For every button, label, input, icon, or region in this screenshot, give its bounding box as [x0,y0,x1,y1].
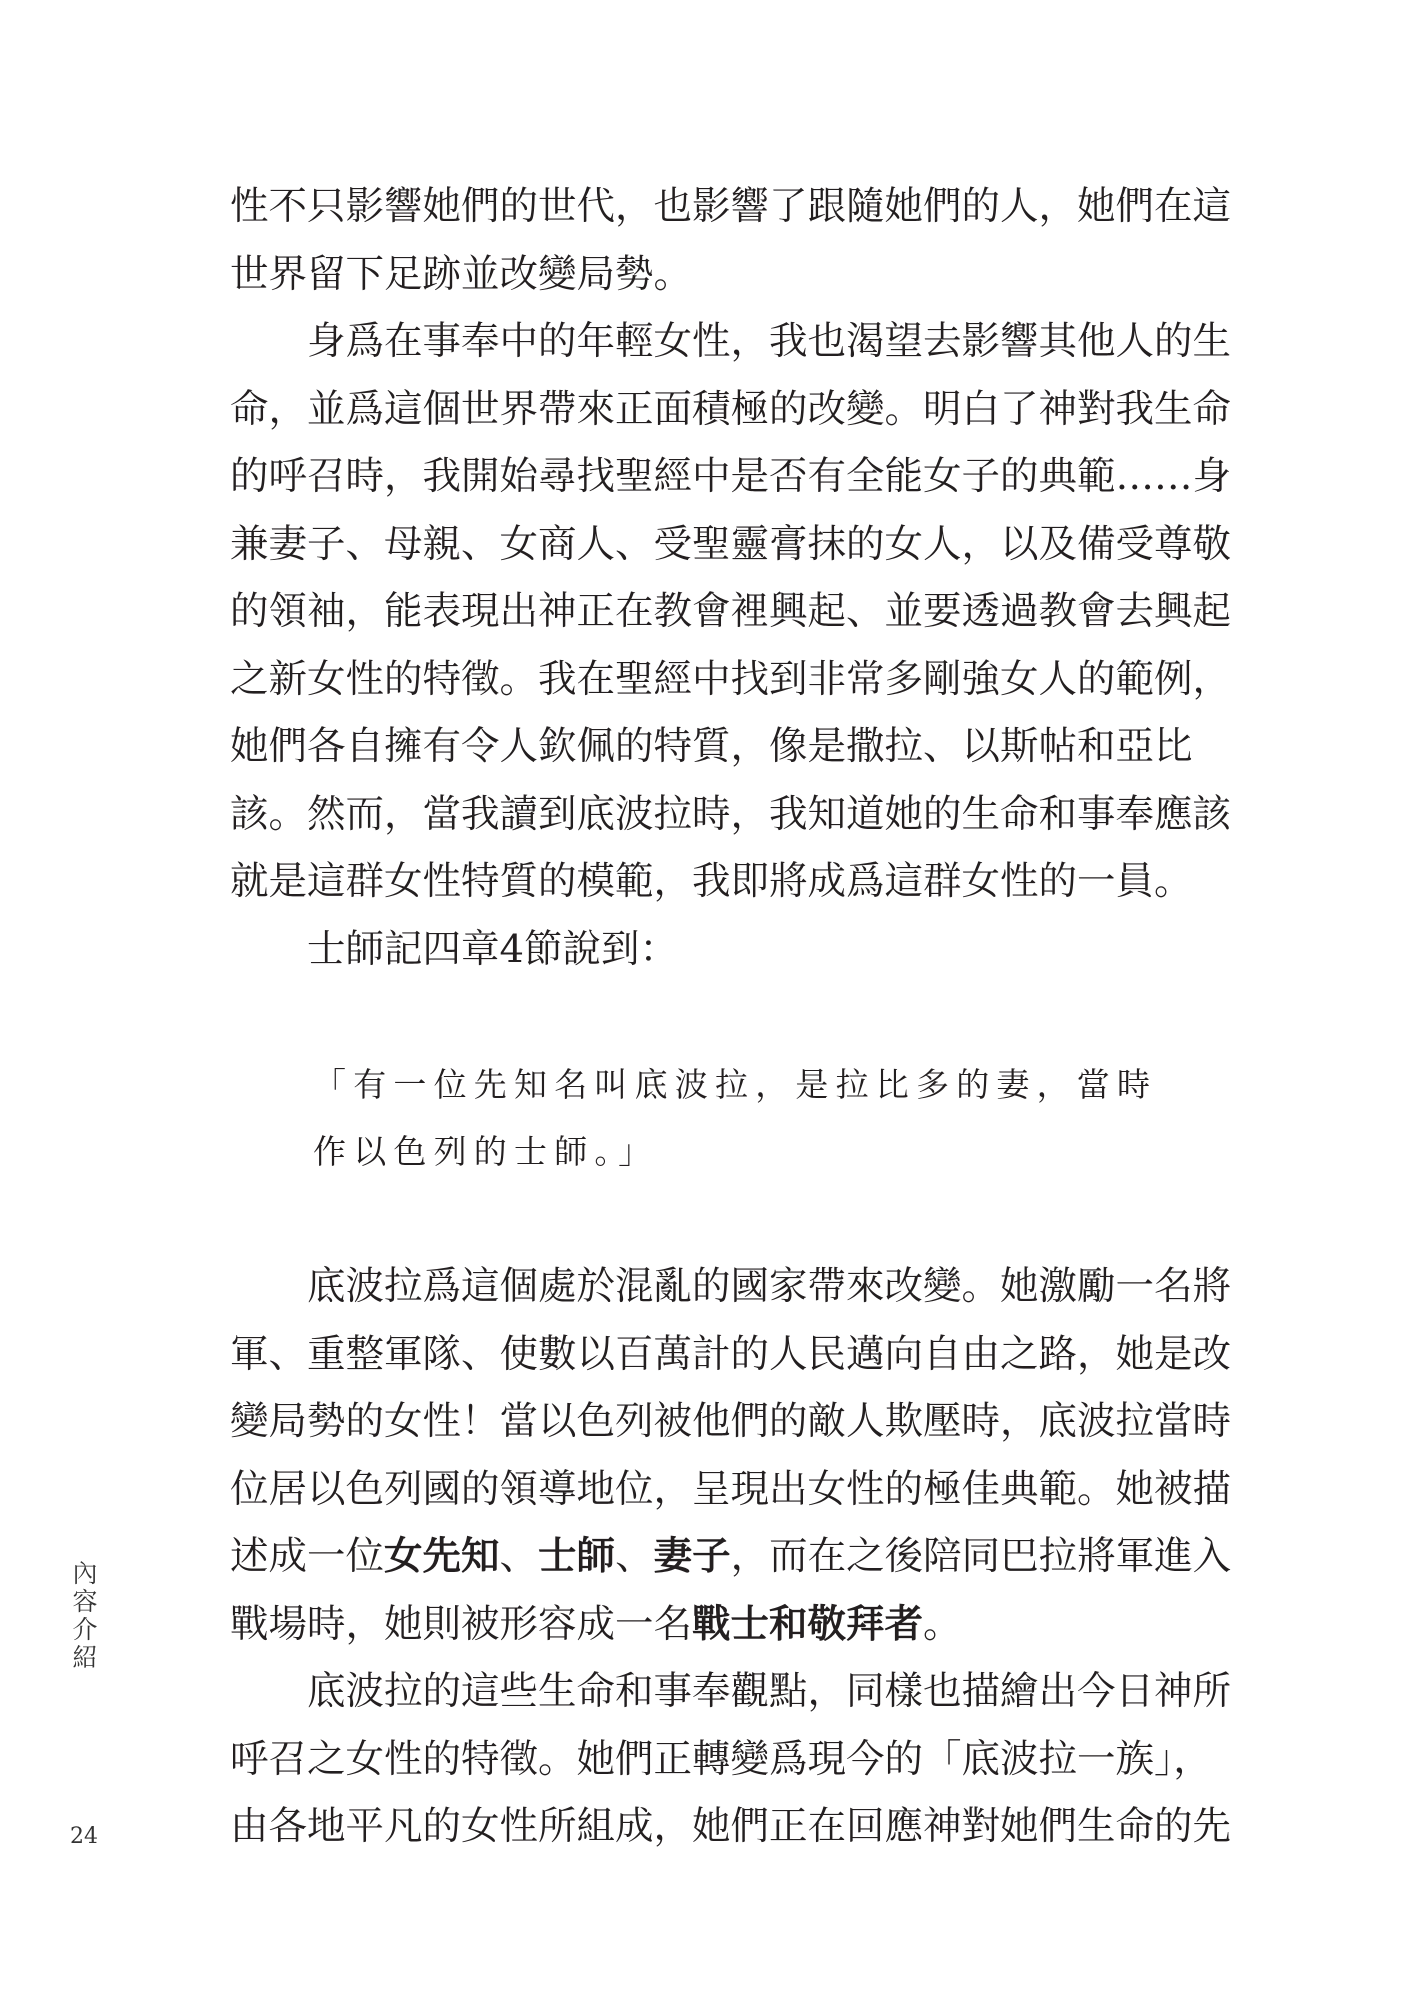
paragraph [230,1253,1290,1658]
paragraph-line: 由各地平凡的女性所組成，她們正在回應神對她們生命的先 [230,1804,1232,1849]
quote-line: 作以色列的士師。」 [313,1132,659,1171]
body-text [230,173,1290,1861]
text-segment: 戰場時，她則被形容成一名 [230,1601,693,1647]
paragraph-line: 的領袖，能表現出神正在教會裡興起、並要透過教會去興起 [230,589,1232,634]
paragraph-line: 該。然而，當我讀到底波拉時，我知道她的生命和事奉應該 [230,791,1232,837]
paragraph-line: 軍、重整軍隊、使數以百萬計的人民邁向自由之路，她是改 [230,1331,1232,1377]
text-segment: 、 [499,1534,539,1579]
paragraph-line: 呼召之女性的特徵。她們正轉變爲現今的「底波拉一族」， [230,1736,1212,1782]
paragraph-line [230,1523,1290,1591]
page-number: 24 [70,1824,98,1849]
text-segment: 。 [923,1601,962,1647]
paragraph-line: 底波拉爲這個處於混亂的國家帶來改變。她激勵一名將 [307,1264,1232,1309]
paragraph-line: 世界留下足跡並改變局勢。 [230,251,693,297]
text-segment: 述成一位 [230,1534,385,1579]
paragraph-line: 命，並爲這個世界帶來正面積極的改變。明白了神對我生命 [230,386,1232,432]
text-segment: 、 [615,1534,654,1579]
paragraph-line: 變局勢的女性！當以色列被他們的敵人欺壓時，底波拉當時 [230,1399,1232,1444]
paragraph-line: 性不只影響她們的世代，也影響了跟隨她們的人，她們在這 [230,184,1232,229]
paragraph-line: 她們各自擁有令人欽佩的特質，像是撒拉、以斯帖和亞比 [230,724,1193,769]
paragraph-line: 身爲在事奉中的年輕女性，我也渴望去影響其他人的生 [307,319,1232,364]
paragraph-line: 士師記四章4節說到： [307,926,678,972]
paragraph-line: 位居以色列國的領導地位，呈現出女性的極佳典範。她被描 [230,1466,1232,1512]
paragraph-line: 就是這群女性特質的模範，我即將成爲這群女性的一員。 [230,859,1193,904]
paragraph-line: 底波拉的這些生命和事奉觀點，同樣也描繪出今日神所 [307,1669,1232,1714]
paragraph [230,173,1290,308]
emphasis-text: 士師 [538,1534,616,1579]
emphasis-text: 女先知 [384,1534,500,1579]
paragraph [230,916,1290,984]
paragraph [230,1658,1290,1861]
paragraph-line [230,1591,1290,1659]
text-segment: ，而在之後陪同巴拉將軍進入 [730,1534,1232,1579]
quote-line: 「有一位先知名叫底波拉，是拉比多的妻，當時 [313,1064,1158,1104]
emphasis-text: 妻子 [653,1534,731,1579]
paragraph [230,308,1290,916]
section-side-label: 內容介紹 [69,1560,98,1672]
scripture-quote [230,1051,1290,1186]
paragraph-line: 兼妻子、母親、女商人、受聖靈膏抹的女人，以及備受尊敬 [230,521,1232,567]
emphasis-text: 戰士和敬拜者 [692,1601,924,1647]
paragraph-line: 之新女性的特徵。我在聖經中找到非常多剛強女人的範例， [230,656,1232,702]
paragraph-line: 的呼召時，我開始尋找聖經中是否有全能女子的典範……身 [230,454,1232,499]
